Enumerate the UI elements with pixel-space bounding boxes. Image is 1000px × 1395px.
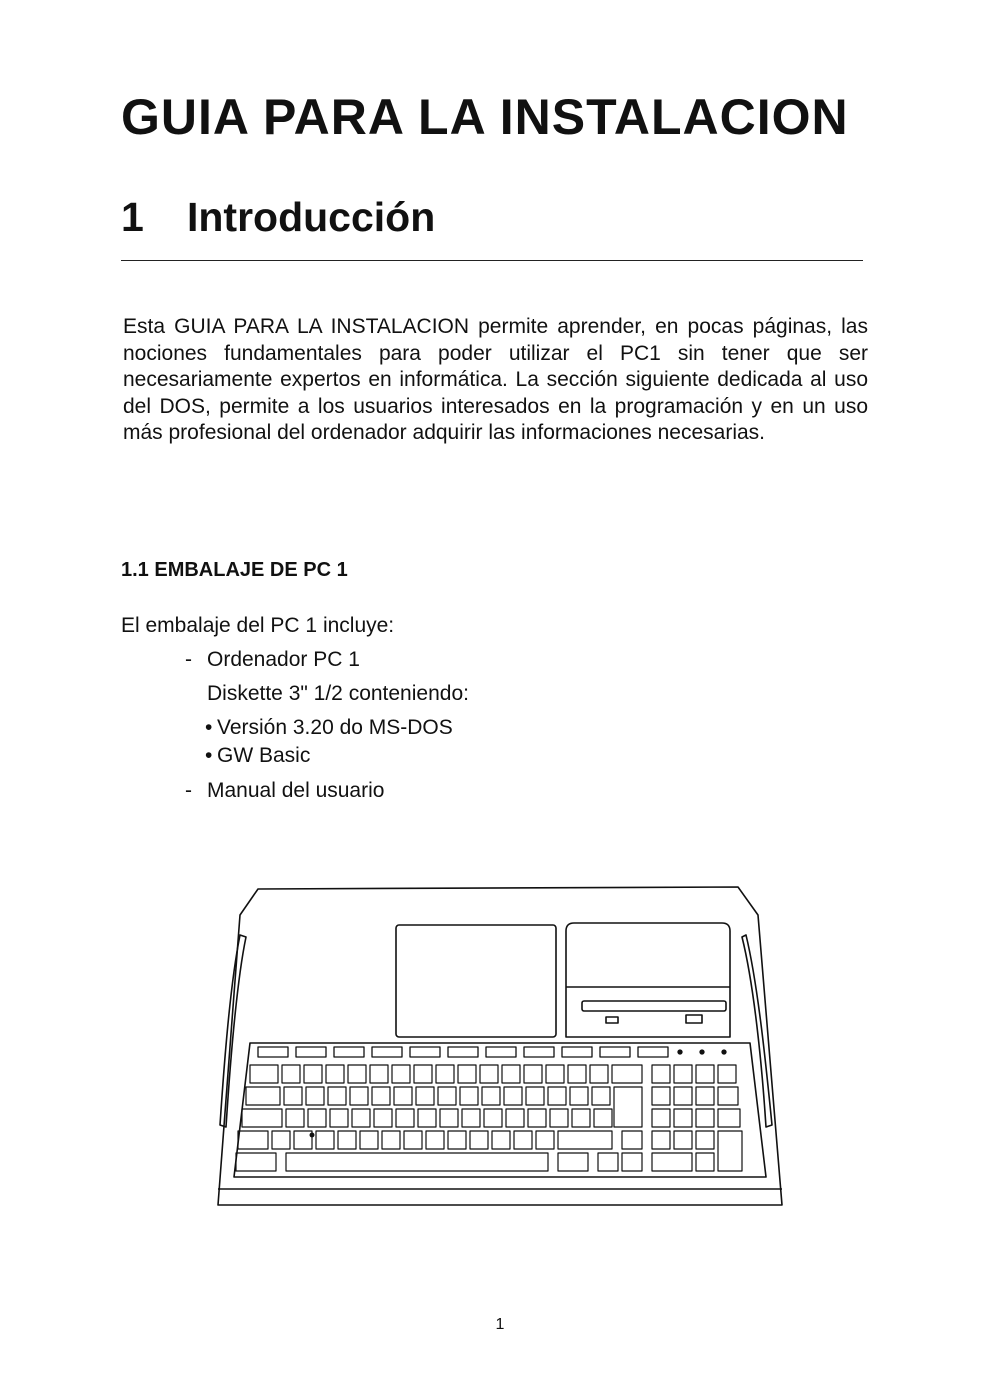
page-number: 1 (495, 1316, 505, 1333)
list-item-diskette: Diskette 3" 1/2 conteniendo: (207, 682, 469, 705)
sub-item-gwbasic: • GW Basic (205, 744, 311, 767)
package-lead: El embalaje del PC 1 incluye: (121, 614, 395, 637)
list-item-computer: - Ordenador PC 1 (185, 648, 360, 671)
page-title: GUIA PARA LA INSTALACION (121, 89, 849, 145)
intro-paragraph: Esta GUIA PARA LA INSTALACION permite aprender, en pocas páginas, las nociones fundamentales para poder utilizar el PC1 sin tener que ser necesariamente expertos en informática. La sección siguiente dedicada al uso del DOS, permite a los usuarios interesados en la programación y en un uso más profesional del ordenador adquirir las informaciones necesarias. (123, 315, 868, 444)
dash-marker: - (185, 648, 192, 671)
dash-marker: - (185, 779, 192, 802)
bullet-marker: • (205, 744, 213, 767)
chapter-heading (121, 194, 435, 241)
chapter-number: 1 (121, 194, 144, 240)
section-heading: 1.1 EMBALAJE DE PC 1 (121, 559, 348, 581)
bullet-marker: • (205, 716, 213, 739)
pc1-computer-illustration (210, 875, 800, 1215)
chapter-title: Introducción (187, 194, 436, 240)
list-item-manual: - Manual del usuario (185, 779, 385, 802)
chapter-rule (121, 260, 863, 261)
sub-item-msdos: • Versión 3.20 do MS-DOS (205, 716, 453, 739)
